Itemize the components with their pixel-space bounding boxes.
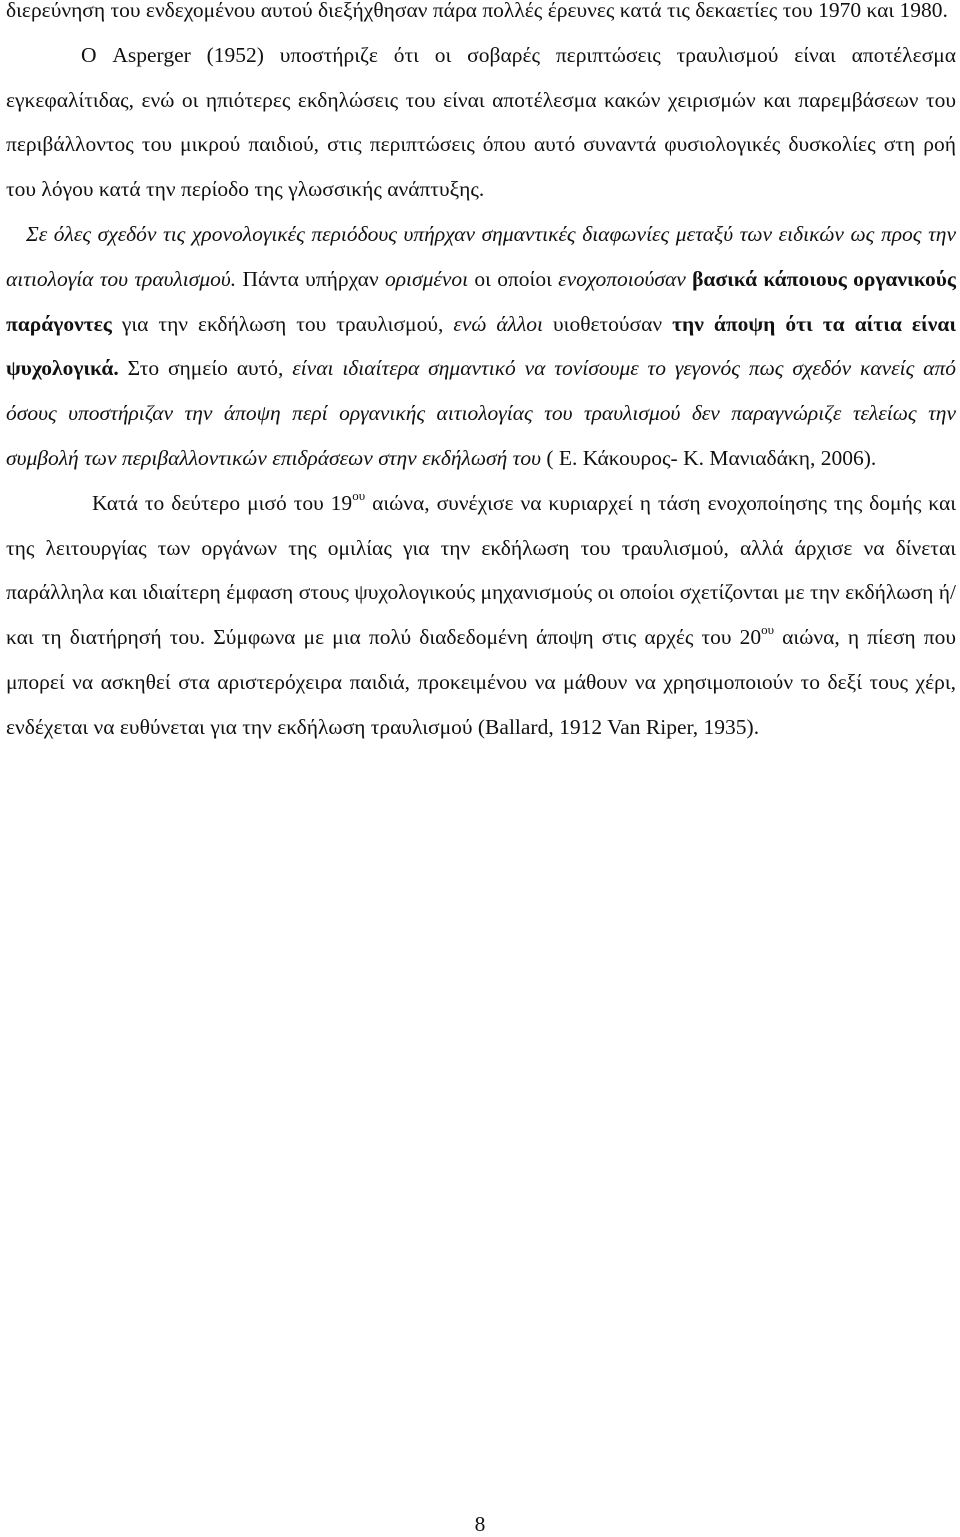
- paragraph-3-text-14: ( Ε. Κάκουρος- Κ. Μανιαδάκη, 2006).: [541, 445, 877, 470]
- paragraph-4-superscript-2: ου: [761, 622, 775, 638]
- paragraph-3-text-10: υιοθετούσαν: [543, 311, 673, 336]
- paragraph-3-text-2: Πάντα υπήρχαν: [236, 266, 385, 291]
- paragraph-4: [6, 481, 956, 750]
- paragraph-3-italic-5: ενοχοποιούσαν: [558, 266, 686, 291]
- paragraph-4-text-3: αιώνα, η πίεση που μπορεί να ασκηθεί στα αριστερόχειρα παιδιά, προκειμένου να μάθουν να χρησιμοποιούν το δεξί τους χέρι, ενδέχεται να ευθύνεται για την εκδήλωση τραυλισμού (Ballard, 1912 Van Riper, 1935).: [6, 625, 956, 739]
- paragraph-3-text-4: οι οποίοι: [468, 266, 559, 291]
- paragraph-4-text-2: αιώνα, συνέχισε να κυριαρχεί η τάση ενοχοποίησης της δομής και της λειτουργίας των οργάνων της ομιλίας για την εκδήλωση του τραυλισμού, αλλά άρχισε να δίνεται παράλληλα και ιδιαίτερη έμφαση στους ψυχολογικούς μηχανισμούς οι οποίοι σχετίζονται με την εκδήλωση ή/και τη διατήρησή του. Σύμφωνα με μια πολύ διαδεδομένη άποψη στις αρχές του 20: [6, 490, 956, 650]
- paragraph-4-superscript-1: ου: [352, 487, 366, 503]
- body-text: [6, 0, 956, 750]
- paragraph-4-text-1: Κατά το δεύτερο μισό του 19: [92, 490, 353, 515]
- paragraph-3: [6, 212, 956, 481]
- paragraph-1: [6, 0, 956, 33]
- paragraph-2: [6, 33, 956, 212]
- paragraph-3-italic-13: είναι ιδιαίτερα σημαντικό να τονίσουμε το γεγονός πως σχεδόν κανείς από όσους υποστήριζαν την άποψη περί οργανικής αιτιολογίας του τραυλισμού δεν παραγνώριζε τελείως την συμβολή των περιβαλλοντικών επιδράσεων στην εκδήλωσή του: [6, 356, 956, 470]
- page-number: 8: [474, 1512, 486, 1536]
- paragraph-1-text: διερεύνηση του ενδεχομένου αυτού διεξήχθησαν πάρα πολλές έρευνες κατά τις δεκαετίες του 1970 και 1980.: [6, 0, 948, 22]
- paragraph-3-italic-1: Σε όλες σχεδόν τις χρονολογικές περιόδους υπήρχαν σημαντικές διαφωνίες μεταξύ των ειδικών ως προς την αιτιολογία του τραυλισμού.: [6, 221, 956, 291]
- paragraph-3-italic-3: ορισμένοι: [384, 266, 469, 291]
- paragraph-3-bold-7: βασικά κάποιους οργανικούς παράγοντες: [6, 266, 956, 336]
- paragraph-3-italic-9: ενώ άλλοι: [453, 311, 544, 336]
- paragraph-3-text-8: για την εκδήλωση του τραυλισμού,: [111, 311, 454, 336]
- paragraph-3-text-12: Στο σημείο αυτό,: [118, 356, 293, 381]
- paragraph-3-bold-11: την άποψη ότι τα αίτια είναι ψυχολογικά.: [6, 311, 956, 381]
- paragraph-2-text: Ο Asperger (1952) υποστήριζε ότι οι σοβαρές περιπτώσεις τραυλισμού είναι αποτέλεσμα εγκεφαλίτιδας, ενώ οι ηπιότερες εκδηλώσεις του είναι αποτέλεσμα κακών χειρισμών και παρεμβάσεων του περιβάλλοντος του μικρού παιδιού, στις περιπτώσεις όπου αυτό συναντά φυσιολογικές δυσκολίες στη ροή του λόγου κατά την περίοδο της γλωσσικής ανάπτυξης.: [6, 42, 956, 202]
